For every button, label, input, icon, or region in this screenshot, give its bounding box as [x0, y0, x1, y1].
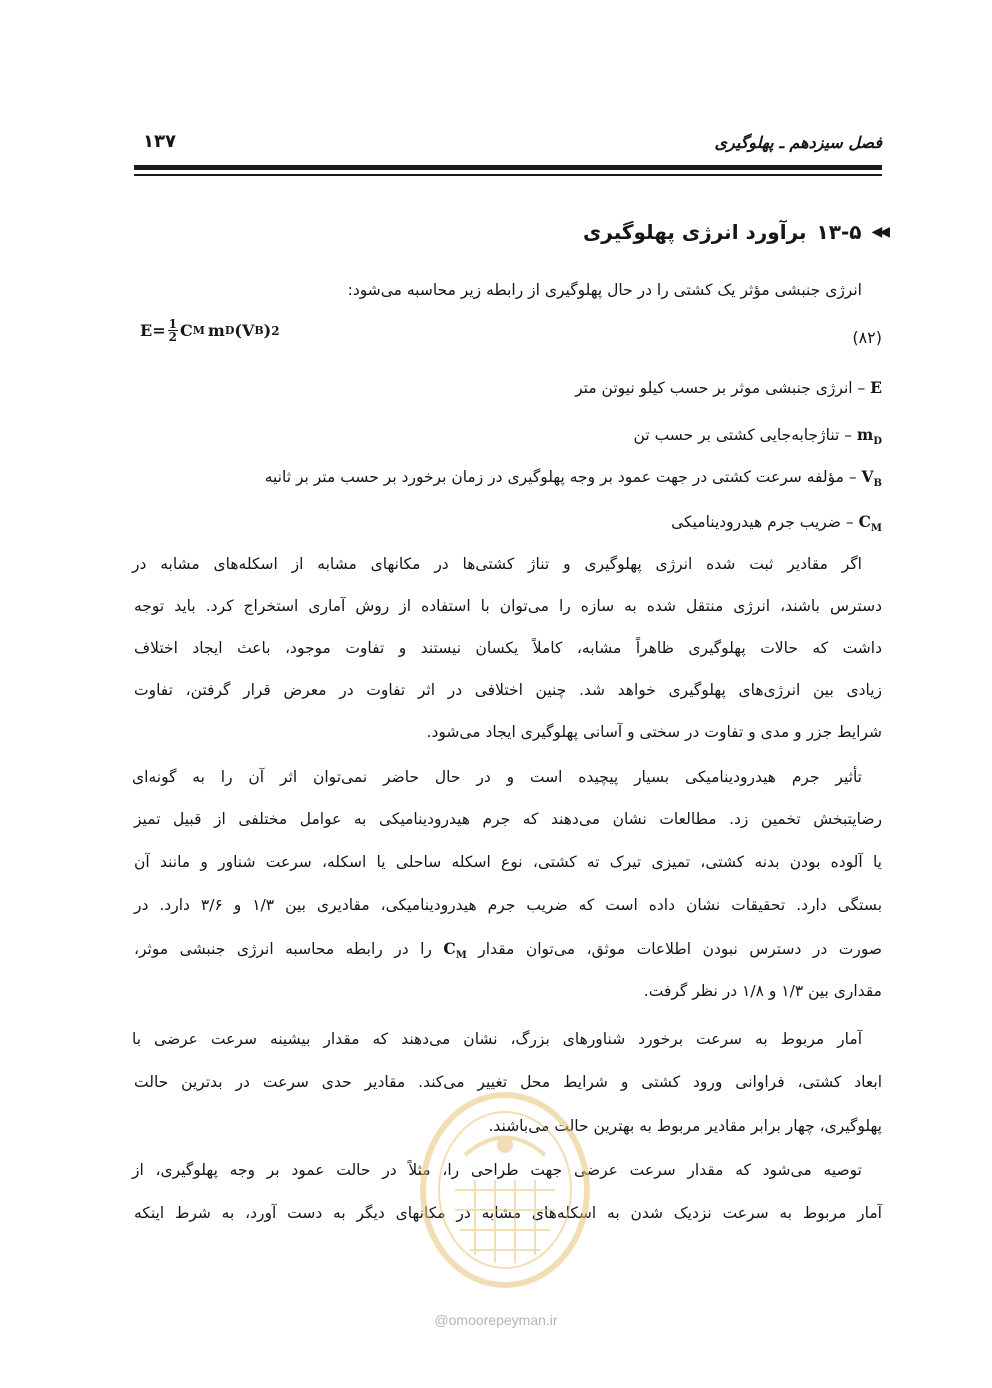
- energy-equation: E= $\frac{1}{2}$ C M m D (V B ) 2: [140, 317, 280, 344]
- equation-number: (۸۲): [852, 328, 882, 347]
- definition-item: $C_M$ – ضریب جرم هیدرودینامیکی: [671, 512, 882, 535]
- definition-item: E – انرژی جنبشی موثر بر حسب کیلو نیوتن متر: [575, 378, 882, 397]
- paragraph-line: توصیه می‌شود که مقدار سرعت عرضی جهت طراحی را، مثلاً در حالت عمود بر وجه پهلوگیری، از: [132, 1161, 862, 1179]
- section-number: ۱۳-۵: [816, 220, 862, 244]
- section-heading: [583, 220, 887, 244]
- paragraph-line-cm: صورت در دسترس نبودن اطلاعات موثق، می‌توان مقدار $C_M$ را در رابطه محاسبه انرژی جنبشی موثر،: [134, 939, 882, 962]
- double-arrow-icon: ◀◀: [871, 224, 887, 240]
- fraction: $\frac{1}{2}$: [168, 317, 177, 344]
- at-icon: @: [434, 1312, 449, 1328]
- paragraph-line: اگر مقادیر ثبت شده انرژی پهلوگیری و تناژ کشتی‌ها در مکانهای مشابه از اسکله‌های مشابه در: [132, 555, 862, 573]
- header-rule-thin: [134, 174, 882, 176]
- page-number: ۱۳۷: [143, 131, 176, 152]
- definition-item: $V_B$ – مؤلفه سرعت کشتی در جهت عمود بر وجه پهلوگیری در زمان برخورد بر حسب متر بر ثانیه: [264, 467, 882, 490]
- section-title: برآورد انرژی پهلوگیری: [582, 220, 807, 244]
- paragraph-line: رضایتبخش تخمین زد. مطالعات نشان می‌دهند که جرم هیدرودینامیکی به عوامل مختلفی از قبیل تمیز: [134, 810, 882, 828]
- paragraph-line: بستگی دارد. تحقیقات نشان داده است که ضریب جرم هیدرودینامیکی، مقادیری بین ۱/۳ و ۳/۶ دارد. در: [134, 896, 883, 914]
- paragraph-line: شرایط جزر و مدی و تفاوت در سختی و آسانی پهلوگیری ایجاد می‌شود.: [426, 723, 882, 741]
- paragraph-line: یا آلوده بودن بدنه کشتی، تمیزی تیرک ته کشتی، نوع اسکله ساحلی یا اسکله، سرعت شناور و مانند آن: [134, 853, 882, 871]
- footer-url: @omoorepeyman.ir: [434, 1312, 558, 1328]
- paragraph-line: تأثیر جرم هیدرودینامیکی بسیار پیچیده است و در حال حاضر نمی‌توان اثر آن را به گونه‌ای: [132, 768, 862, 786]
- paragraph-line: ابعاد کشتی، فراوانی ورود کشتی و شرایط محل تغییر می‌کند. مقادیر حدی سرعت در بدترین حالت: [134, 1073, 882, 1091]
- chapter-title: فصل سیزدهم ـ پهلوگیری: [714, 133, 882, 152]
- paragraph-line: زیادی بین انرژی‌های پهلوگیری خواهد شد. چنین اختلافی در اثر تفاوت در معرض قرار گرفتن، تفاوت: [134, 681, 882, 699]
- paragraph-line: آمار مربوط به سرعت نزدیک شدن به اسکله‌های مشابه در مکانهای دیگر به دست آورد، به شرط اینکه: [134, 1204, 882, 1222]
- paragraph-line: مقداری بین ۱/۳ و ۱/۸ در نظر گرفت.: [643, 982, 882, 1000]
- intro-text: انرژی جنبشی مؤثر یک کشتی را در حال پهلوگیری از رابطه زیر محاسبه می‌شود:: [347, 281, 862, 299]
- paragraph-line: پهلوگیری، چهار برابر مقادیر مربوط به بهترین حالت می‌باشند.: [488, 1117, 882, 1135]
- paragraph-line: آمار مربوط به سرعت برخورد شناورهای بزرگ، نشان می‌دهند که مقدار بیشینه سرعت عرضی با: [132, 1030, 862, 1048]
- paragraph-line: دسترس باشند، انرژی منتقل شده به سازه را می‌توان با استفاده از روش آماری استخراج کرد. باید توجه: [134, 597, 882, 615]
- paragraph-line: داشت که حالات پهلوگیری ظاهراً مشابه، کاملاً یکسان نیستند و تفاوت موجود، باعث ایجاد اختلاف: [134, 639, 882, 657]
- watermark-logo: [410, 1085, 600, 1300]
- header-rule-thick: [134, 165, 882, 170]
- definition-item: $m_D$ – تناژجابه‌جایی کشتی بر حسب تن: [633, 425, 882, 448]
